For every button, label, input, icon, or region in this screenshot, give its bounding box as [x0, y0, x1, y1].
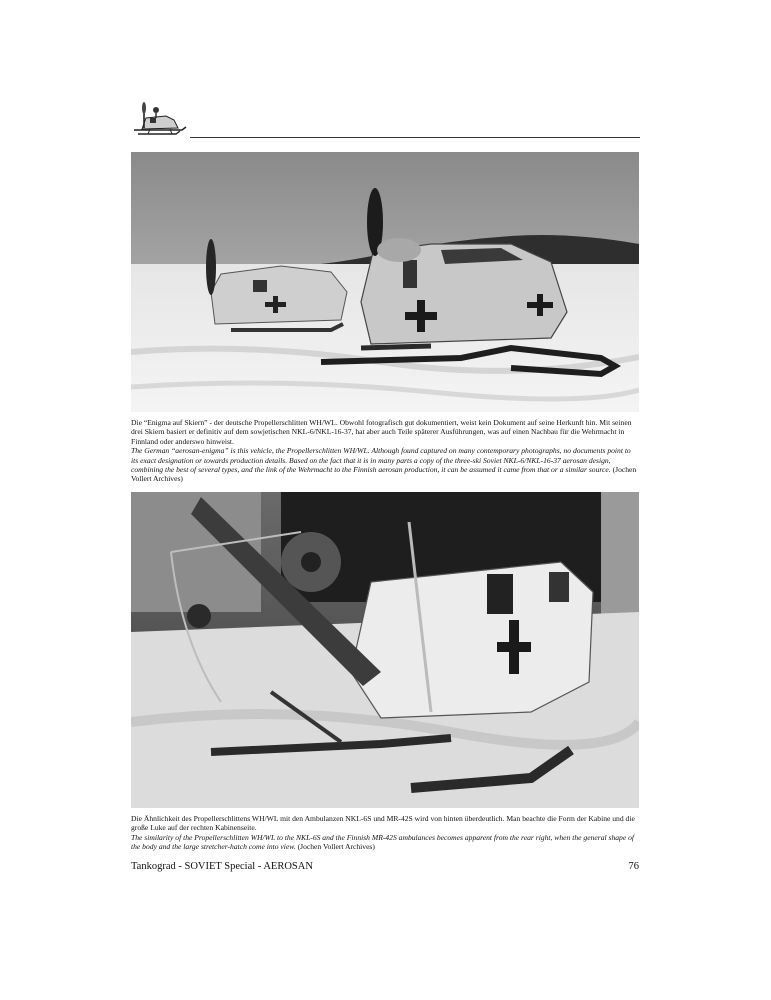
caption-top-credit: (Jochen Vollert Archives) — [131, 465, 637, 484]
caption-bottom-english: The similarity of the Propellerschlitten WH/WL to the NKL-6S and the Finnish MR-42S ambulances becomes apparent from the rear right, when the general shape of the body and the large stretcher-hatch come into view. — [131, 832, 635, 852]
footer-title: Tankograd - SOVIET Special - AEROSAN — [131, 861, 313, 872]
photo-aerosan-rear-view — [131, 492, 639, 808]
caption-bottom-german: Die Ähnlichkeit des Propellerschlittens WH/WL mit den Ambulanzen NKL-6S und MR-42S wird von hinten überdeutlich. Man beachte die Form der Kabine und die große Luke auf der rechten Kabinenseite. — [131, 814, 635, 833]
caption-top — [131, 418, 639, 484]
header-rule — [190, 137, 640, 138]
aerosan-logo-icon — [130, 100, 188, 140]
photo-two-aerosans-in-snow — [131, 152, 639, 412]
caption-top-english: The German “aerosan-enigma” is this vehicle, the Propellerschlitten WH/WL. Although found captured on many contemporary photographs, no documents point to its exact designation or towards production details. Based on the fact that it is in many parts a copy of the three-ski Soviet NKL-6/NKL-16-37 aerosan design, combining the best of several types, and the link of the Wehrmacht to the Finnish aerosan production, it can be assumed it came from that or a similar source. — [131, 446, 631, 475]
caption-bottom — [131, 814, 639, 852]
caption-bottom-credit: (Jochen Vollert Archives) — [297, 842, 375, 852]
caption-top-german: Die “Enigma auf Skiern” - der deutsche Propellerschlitten WH/WL. Obwohl fotografisch gut dokumentiert, weist kein Dokument auf seine Herkunft hin. Mit seinen drei Skiern basiert er definitiv auf dem sowjetischen NKL-6/NKL-16-37, hat aber auch Teile späterer Ausführungen, was auf einen Nachbau für die Wehrmacht in Finnland oder anderswo hinweist. — [131, 418, 632, 446]
page-number: 76 — [628, 861, 639, 872]
